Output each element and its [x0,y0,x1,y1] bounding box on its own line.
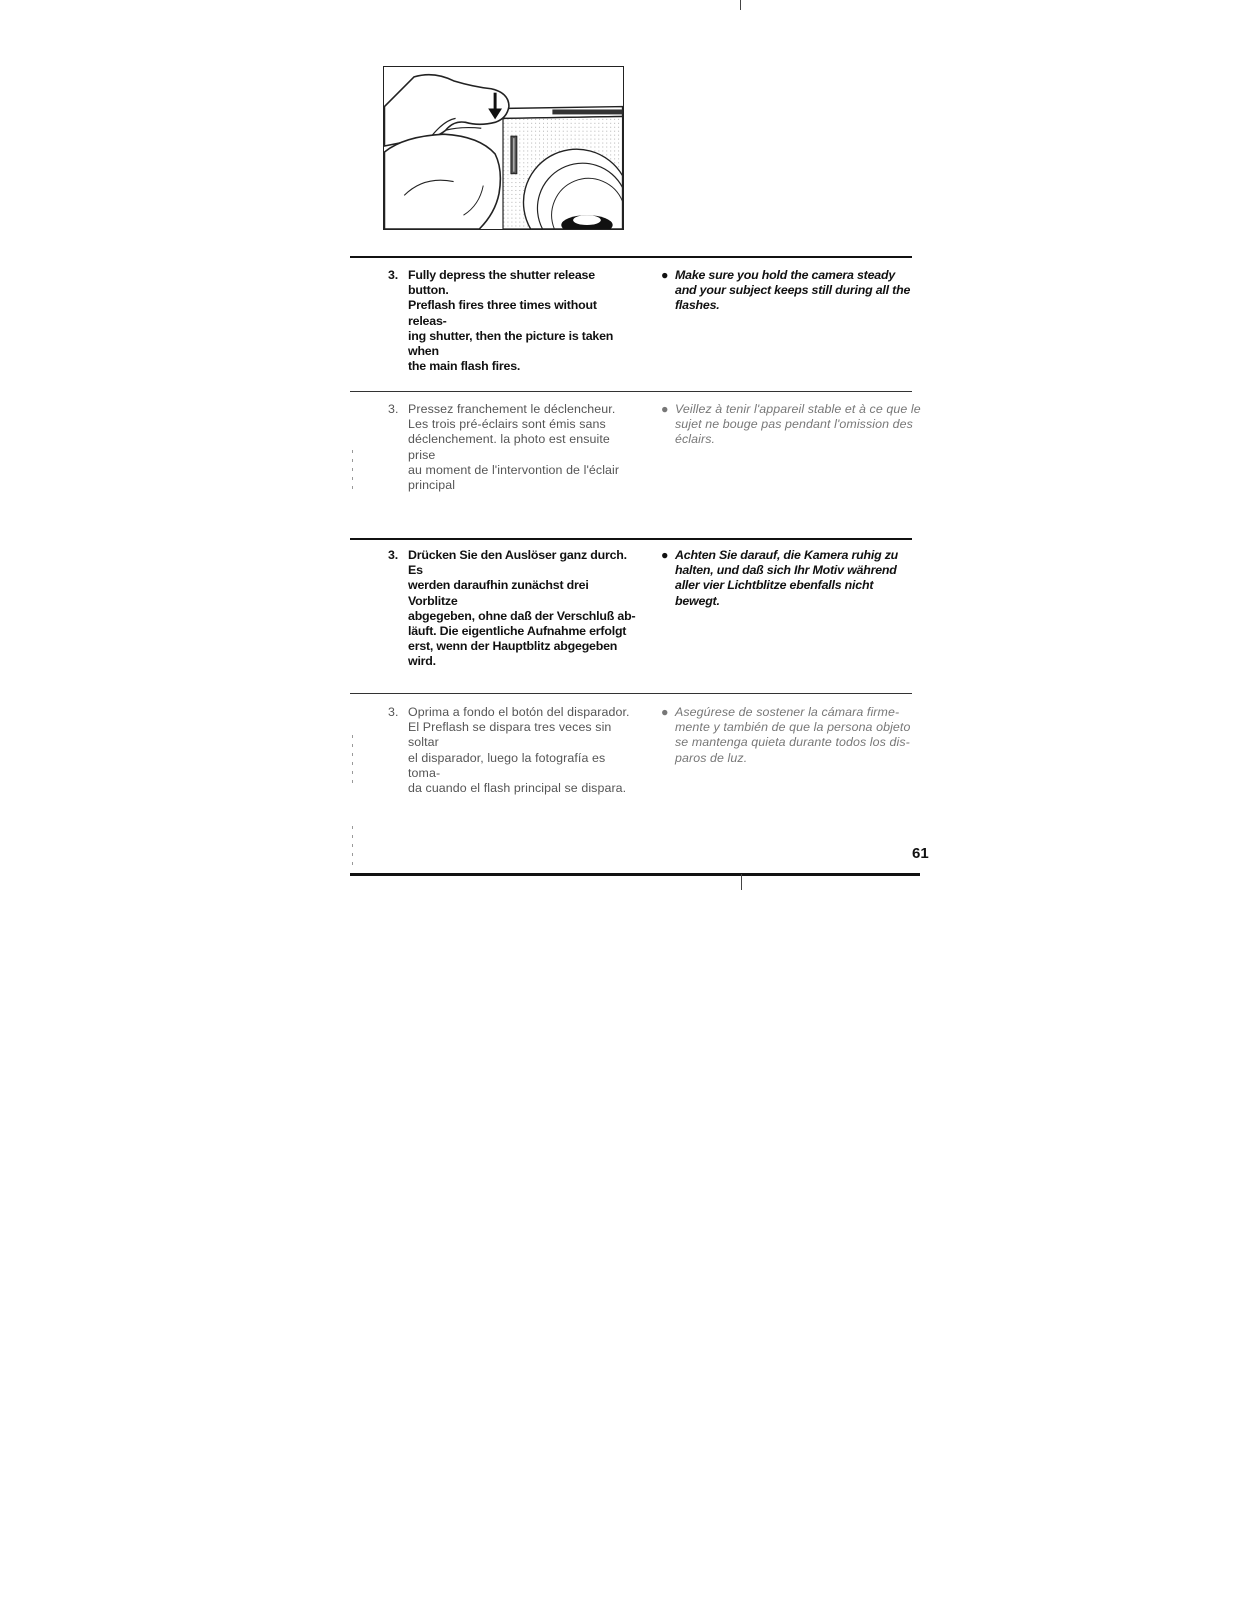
step-line: ing shutter, then the picture is taken when [408,328,614,359]
step-line: abgegeben, ohne daß der Verschluß ab- [408,608,636,623]
step-line: principal [408,478,456,493]
bullet-dot: ● [661,402,669,416]
page-bottom-rule [350,873,920,876]
page-number: 61 [912,845,929,862]
bullet-dot: ● [661,548,669,562]
crop-mark-top [740,0,741,10]
note-line: se mantenga quieta durante todos los dis- [675,735,910,750]
note-line: paros de luz. [675,750,748,765]
step-line: läuft. Die eigentliche Aufnahme erfolgt [408,624,627,639]
step-line: Oprima a fondo el botón del disparador. [408,705,630,719]
note-fr [661,402,921,448]
note-line: halten, und daß sich Ihr Motiv während [675,563,897,578]
note-line: and your subject keeps still during all the [675,283,911,298]
step-line: Pressez franchement le déclencheur. [408,402,616,416]
bullet-dot: ● [661,268,669,282]
step-line: erst, wenn der Hauptblitz abgegeben wird. [408,639,618,669]
section-divider-es [350,693,912,694]
shutter-press-illustration [383,66,624,230]
margin-scan-marks [352,735,353,785]
step-fr [388,402,638,493]
section-divider-en [350,256,912,258]
step-number: 3. [388,268,398,282]
step-en [388,268,638,374]
margin-scan-marks [352,826,353,866]
step-line: Drücken Sie den Auslöser ganz durch. Es [408,548,627,578]
note-de [661,548,921,609]
step-line: werden daraufhin zunächst drei Vorblitze [408,578,589,608]
step-number: 3. [388,705,399,719]
step-line: Preflash fires three times without releas- [408,298,597,328]
step-line: Fully depress the shutter release button. [408,268,595,298]
step-es [388,705,638,796]
section-divider-fr [350,391,912,392]
note-line: Asegúrese de sostener la cámara firme- [675,705,900,719]
camera-hand-drawing [384,67,623,229]
step-number: 3. [388,548,398,562]
step-line: da cuando el flash principal se dispara. [408,781,627,796]
note-en [661,268,921,314]
note-line: sujet ne bouge pas pendant l'omission des [675,417,913,432]
crop-mark-bottom [741,874,742,890]
note-line: aller vier Lichtblitze ebenfalls nicht bewegt. [675,578,874,608]
step-line: déclenchement. la photo est ensuite prise [408,432,610,462]
bullet-dot: ● [661,705,669,719]
step-number: 3. [388,402,399,416]
step-line: el disparador, luego la fotografía es toma- [408,750,606,780]
margin-scan-marks [352,450,353,490]
step-line: au moment de l'intervontion de l'éclair [408,462,620,477]
step-line: Les trois pré-éclairs sont émis sans [408,417,606,432]
note-line: éclairs. [675,432,716,447]
step-line: the main flash fires. [408,359,521,374]
note-line: mente y también de que la persona objeto [675,720,911,735]
note-line: Veillez à tenir l'appareil stable et à ce que le [675,402,921,416]
step-line: El Preflash se dispara tres veces sin soltar [408,720,612,750]
note-es [661,705,921,766]
note-line: Make sure you hold the camera steady [675,268,896,282]
step-de [388,548,638,670]
section-divider-de [350,538,912,540]
note-line: Achten Sie darauf, die Kamera ruhig zu [675,548,899,562]
note-line: flashes. [675,298,720,313]
